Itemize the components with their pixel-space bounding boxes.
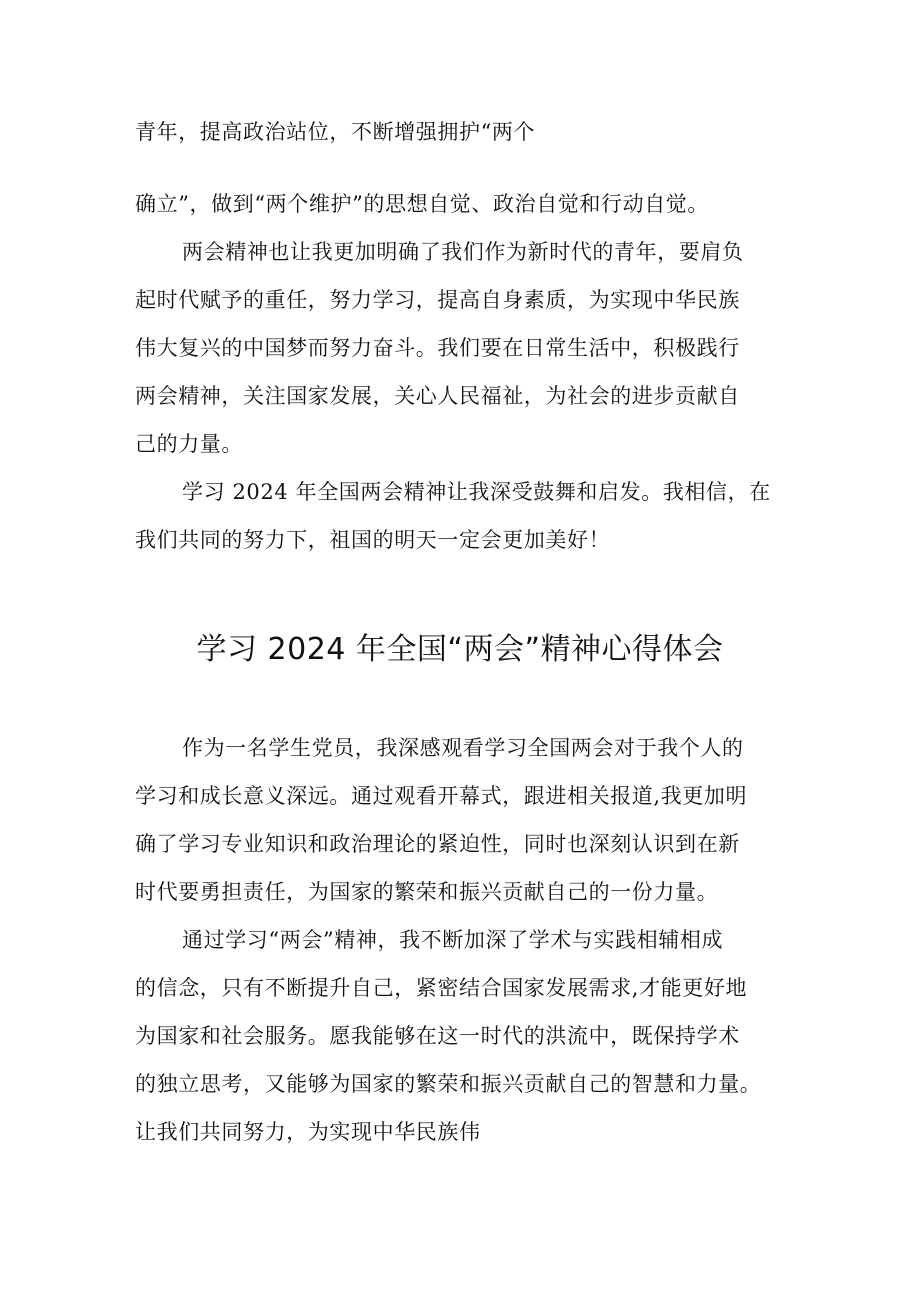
text-line: 的独立思考，又能够为国家的繁荣和振兴贡献自己的智慧和力量。 xyxy=(135,1072,762,1096)
text-line: 确了学习专业知识和政治理论的紧迫性，同时也深刻认识到在新 xyxy=(135,832,740,856)
paragraph-start: 作为一名学生党员，我深感观看学习全国两会对于我个人的 xyxy=(182,736,744,760)
text-line: 学习和成长意义深远。通过观看开幕式，跟进相关报道,我更加明 xyxy=(135,784,748,808)
article-title: 学习 2024 年全国“两会”精神心得体会 xyxy=(196,632,724,667)
paragraph-start: 两会精神也让我更加明确了我们作为新时代的青年，要肩负 xyxy=(182,240,744,264)
text-line: 起时代赋予的重任，努力学习，提高自身素质，为实现中华民族 xyxy=(135,288,740,312)
text-line: 我们共同的努力下，祖国的明天一定会更加美好！ xyxy=(135,528,611,552)
text-line: 青年，提高政治站位，不断增强拥护“两个 xyxy=(135,120,536,144)
text-line: 让我们共同努力，为实现中华民族伟 xyxy=(135,1120,481,1144)
text-line: 己的力量。 xyxy=(135,432,243,456)
paragraph-start: 通过学习“两会”精神，我不断加深了学术与实践相辅相成 xyxy=(182,928,724,952)
text-line: 的信念，只有不断提升自己，紧密结合国家发展需求,才能更好地 xyxy=(135,976,748,1000)
text-line: 时代要勇担责任，为国家的繁荣和振兴贡献自己的一份力量。 xyxy=(135,880,719,904)
text-line: 两会精神，关注国家发展，关心人民福祉，为社会的进步贡献自 xyxy=(135,384,740,408)
text-line: 伟大复兴的中国梦而努力奋斗。我们要在日常生活中，积极践行 xyxy=(135,336,740,360)
text-line: 确立”，做到“两个维护”的思想自觉、政治自觉和行动自觉。 xyxy=(135,192,710,216)
text-line: 为国家和社会服务。愿我能够在这一时代的洪流中，既保持学术 xyxy=(135,1024,740,1048)
paragraph-start: 学习 2024 年全国两会精神让我深受鼓舞和启发。我相信，在 xyxy=(182,480,771,504)
